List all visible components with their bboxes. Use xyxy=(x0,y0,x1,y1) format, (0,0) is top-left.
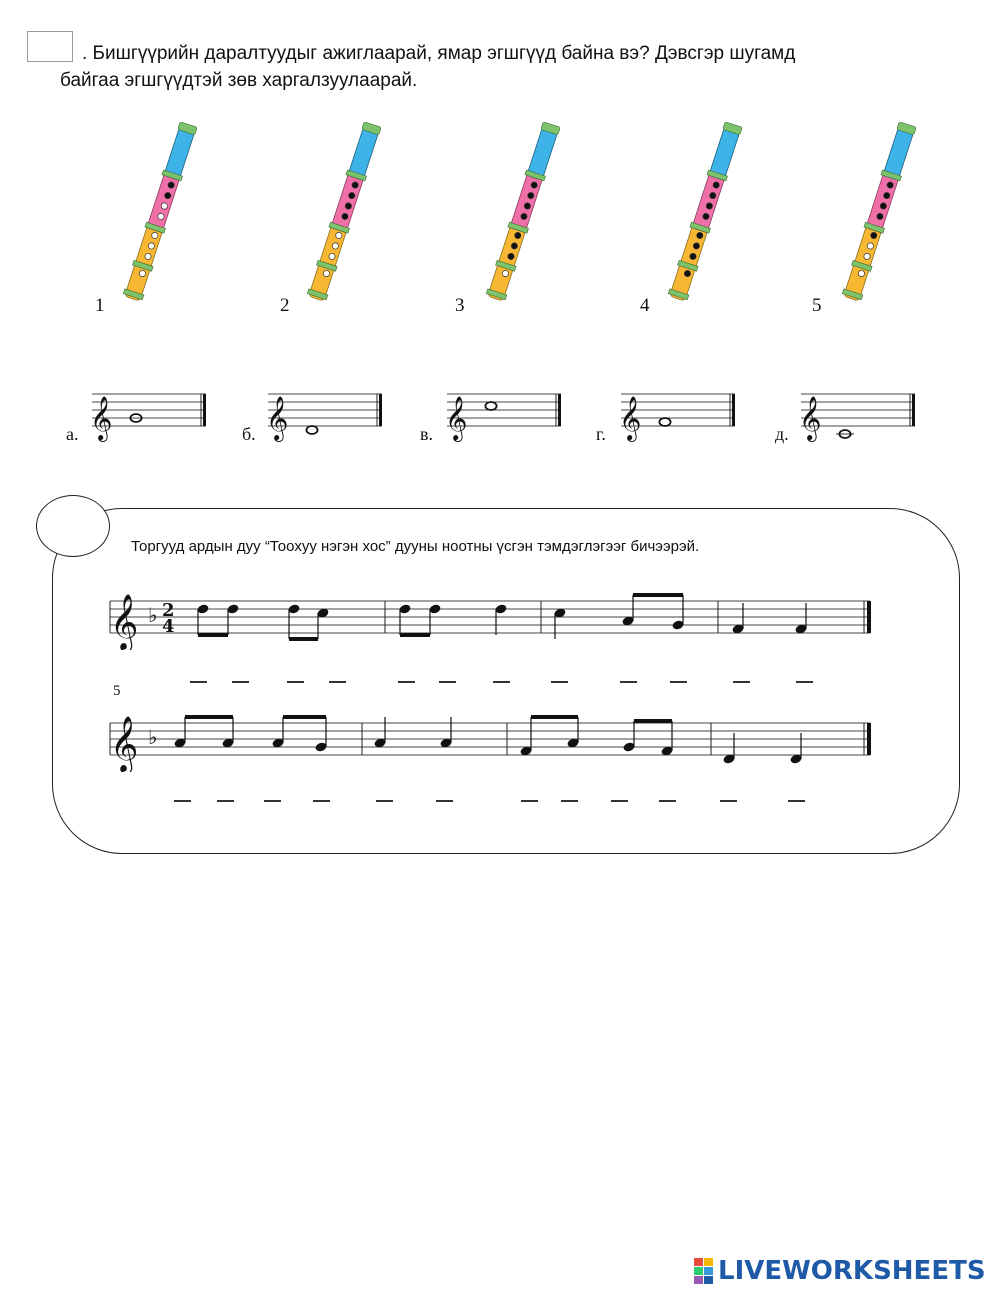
recorder-2 xyxy=(284,118,404,308)
answer-blank[interactable] xyxy=(439,681,456,683)
final-barline xyxy=(203,394,206,426)
option-label-d: д. xyxy=(775,424,789,444)
treble-clef-icon: 𝄞 xyxy=(110,593,139,650)
logo-text: LIVEWORKSHEETS xyxy=(718,1256,986,1286)
answer-blank[interactable] xyxy=(796,681,813,683)
answer-blank[interactable] xyxy=(551,681,568,683)
option-label-v: в. xyxy=(420,424,433,444)
final-barline xyxy=(379,394,382,426)
answer-blank[interactable] xyxy=(376,800,393,802)
recorder-number-4: 4 xyxy=(640,295,650,316)
option-label-b: б. xyxy=(242,424,256,444)
answer-blank[interactable] xyxy=(620,681,637,683)
question-1-line-2: байгаа эгшгүүдтэй зөв харгалзуулаарай. xyxy=(60,70,418,91)
answer-blank[interactable] xyxy=(264,800,281,802)
flat-icon: ♭ xyxy=(148,603,158,627)
recorder-1 xyxy=(100,118,220,308)
task-2-instruction: Торгууд ардын дуу “Тоохуу нэгэн хос” дууны ноотны үсгэн тэмдэглэгээг бичээрэй. xyxy=(131,538,700,555)
whole-note xyxy=(306,426,317,434)
answer-blank[interactable] xyxy=(493,681,510,683)
recorder-5 xyxy=(819,118,939,308)
treble-clef-icon: 𝄞 xyxy=(799,395,822,440)
svg-text:4: 4 xyxy=(162,616,175,637)
answer-blank[interactable] xyxy=(174,800,191,802)
option-label-g: г. xyxy=(596,424,606,444)
score-line-1 xyxy=(108,578,878,650)
treble-clef-icon: 𝄞 xyxy=(110,715,139,772)
measure-number: 5 xyxy=(113,683,121,699)
recorder-number-2: 2 xyxy=(280,295,290,316)
whole-note xyxy=(659,418,670,426)
answer-blank[interactable] xyxy=(659,800,676,802)
final-barline xyxy=(912,394,915,426)
treble-clef-icon: 𝄞 xyxy=(90,395,113,440)
treble-clef-icon: 𝄞 xyxy=(266,395,289,440)
answer-blank[interactable] xyxy=(733,681,750,683)
answer-blank[interactable] xyxy=(670,681,687,683)
option-label-a: а. xyxy=(66,424,79,444)
recorder-number-1: 1 xyxy=(95,295,105,316)
answer-blank[interactable] xyxy=(521,800,538,802)
answer-blank[interactable] xyxy=(313,800,330,802)
staff-option-b xyxy=(264,378,386,442)
question-1-text xyxy=(60,40,940,94)
recorder-3 xyxy=(463,118,583,308)
task-2-answer-oval[interactable] xyxy=(36,495,110,557)
whole-note xyxy=(485,402,496,410)
answer-blank[interactable] xyxy=(611,800,628,802)
answer-blank[interactable] xyxy=(561,800,578,802)
flat-icon: ♭ xyxy=(148,725,158,749)
staff-option-d xyxy=(797,378,919,442)
treble-clef-icon: 𝄞 xyxy=(619,395,642,440)
answer-blank[interactable] xyxy=(329,681,346,683)
answer-blank[interactable] xyxy=(436,800,453,802)
answer-blank[interactable] xyxy=(190,681,207,683)
answer-blank[interactable] xyxy=(398,681,415,683)
recorder-number-3: 3 xyxy=(455,295,465,316)
answer-blank[interactable] xyxy=(287,681,304,683)
final-barline xyxy=(867,723,871,755)
treble-clef-icon: 𝄞 xyxy=(445,395,468,440)
recorder-4 xyxy=(645,118,765,308)
recorder-number-5: 5 xyxy=(812,295,822,316)
answer-blank[interactable] xyxy=(788,800,805,802)
score-line-2 xyxy=(108,700,878,772)
staff-option-g xyxy=(617,378,739,442)
staff-option-v xyxy=(443,378,565,442)
question-1-line-1: . Бишгүүрийн даралтуудыг ажиглаарай, ямар эгшгүүд байна вэ? Дэвсгэр шугамд xyxy=(82,43,796,64)
answer-blank[interactable] xyxy=(720,800,737,802)
liveworksheets-logo xyxy=(694,1256,986,1286)
final-barline xyxy=(558,394,561,426)
logo-mark-icon xyxy=(694,1258,714,1284)
time-signature: 2 xyxy=(162,600,175,621)
answer-blank[interactable] xyxy=(232,681,249,683)
staff-option-a xyxy=(88,378,210,442)
answer-blank[interactable] xyxy=(217,800,234,802)
final-barline xyxy=(867,601,871,633)
final-barline xyxy=(732,394,735,426)
